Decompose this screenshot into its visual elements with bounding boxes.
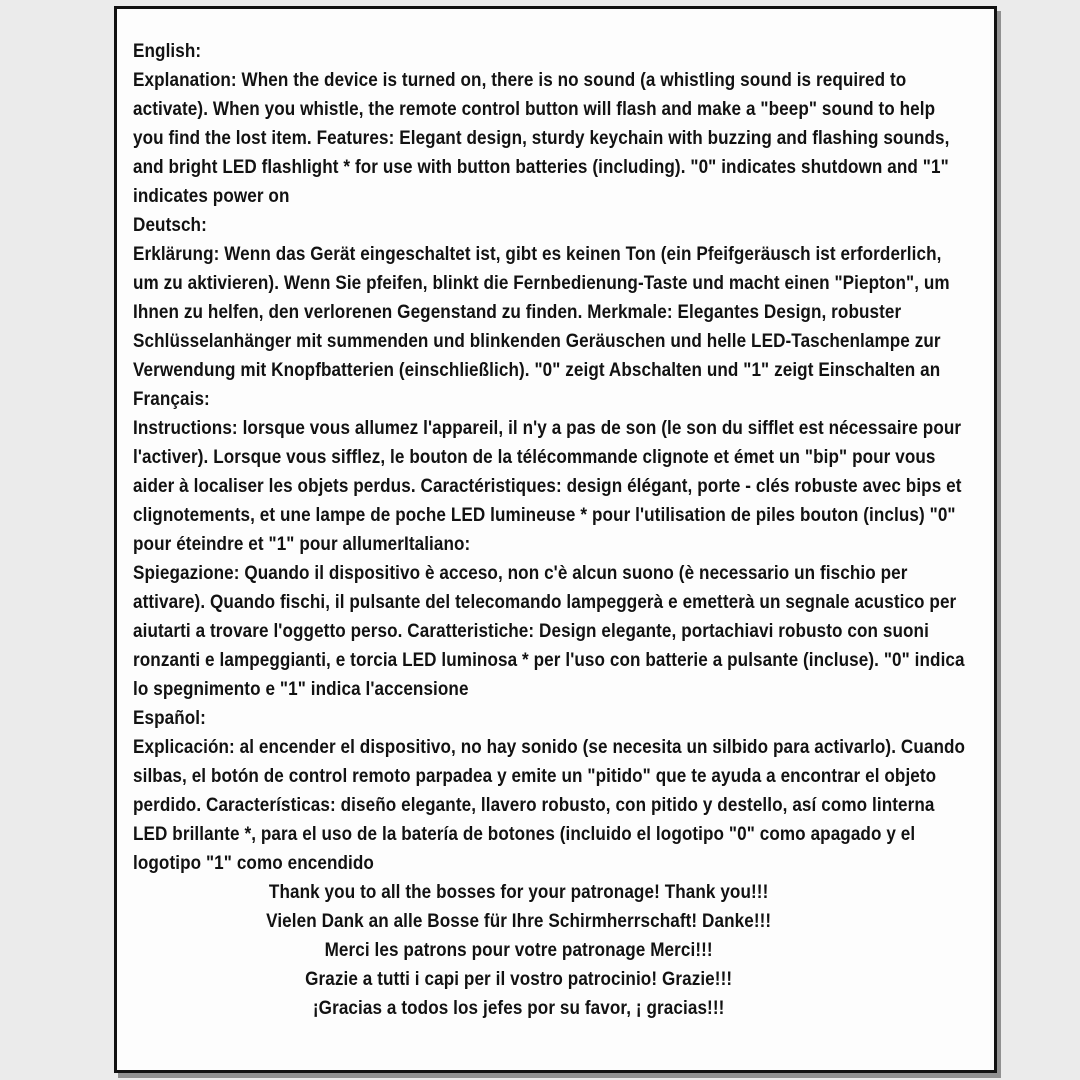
language-heading-french: Français: (133, 389, 210, 410)
thanks-block (133, 878, 970, 1023)
language-heading-german: Deutsch: (133, 215, 207, 236)
thanks-line-italian: Grazie a tutti i capi per il vostro patrocinio! Grazie!!! (305, 969, 733, 990)
description-english: Explanation: When the device is turned on, there is no sound (a whistling sound is required to activate). When you whistle, the remote control button will flash and make a "beep" sound to help you find the lost item. Features: Elegant design, sturdy keychain with buzzing and flashing sounds, and bright LED flashlight * for use with button batteries (including). "0" indicates shutdown and "1" indicates power on (133, 70, 950, 207)
language-heading-spanish: Español: (133, 708, 206, 729)
product-description-page (114, 6, 997, 1073)
description-french: Instructions: lorsque vous allumez l'appareil, il n'y a pas de son (le son du sifflet est nécessaire pour l'activer). Lorsque vous sifflez, le bouton de la télécommande clignote et émet un "bip" pour vous aider à localiser les objets perdus. Caractéristiques: design élégant, porte - clés robuste avec bips et clignotements, et une lampe de poche LED lumineuse * pour l'utilisation de piles bouton (inclus) "0" pour éteindre et "1" pour allumerItaliano: (133, 418, 962, 555)
description-italian: Spiegazione: Quando il dispositivo è acceso, non c'è alcun suono (è necessario un fischio per attivare). Quando fischi, il pulsante del telecomando lampeggerà e emetterà un segnale acustico per aiutarti a trovare l'oggetto perso. Caratteristiche: Design elegante, portachiavi robusto con suoni ronzanti e lampeggianti, e torcia LED luminosa * per l'uso con batterie a pulsante (incluse). "0" indica lo spegnimento e "1" indica l'accensione (133, 563, 965, 700)
language-heading-english: English: (133, 41, 202, 62)
thanks-line-english: Thank you to all the bosses for your patronage! Thank you!!! (268, 882, 769, 903)
description-german: Erklärung: Wenn das Gerät eingeschaltet ist, gibt es keinen Ton (ein Pfeifgeräusch ist erforderlich, um zu aktivieren). Wenn Sie pfeifen, blinkt die Fernbedienung-Taste und macht einen "Piepton", um Ihnen zu helfen, den verlorenen Gegenstand zu finden. Merkmale: Elegantes Design, robuster Schlüsselanhänger mit summenden und blinkenden Geräuschen und helle LED-Taschenlampe zur Verwendung mit Knopfbatterien (einschließlich). "0" zeigt Abschalten und "1" zeigt Einschalten an (133, 244, 950, 381)
thanks-line-german: Vielen Dank an alle Bosse für Ihre Schirmherrschaft! Danke!!! (266, 911, 772, 932)
thanks-line-spanish: ¡Gracias a todos los jefes por su favor, ¡ gracias!!! (312, 998, 725, 1019)
description-spanish: Explicación: al encender el dispositivo, no hay sonido (se necesita un silbido para activarlo). Cuando silbas, el botón de control remoto parpadea y emite un "pitido" que te ayuda a encontrar el objeto perdido. Características: diseño elegante, llavero robusto, con pitido y destello, así como linterna LED brillante *, para el uso de la batería de botones (incluido el logotipo "0" como apagado y el logotipo "1" como encendido (133, 737, 966, 874)
thanks-line-french: Merci les patrons pour votre patronage Merci!!! (324, 940, 713, 961)
page-content (133, 37, 970, 1023)
